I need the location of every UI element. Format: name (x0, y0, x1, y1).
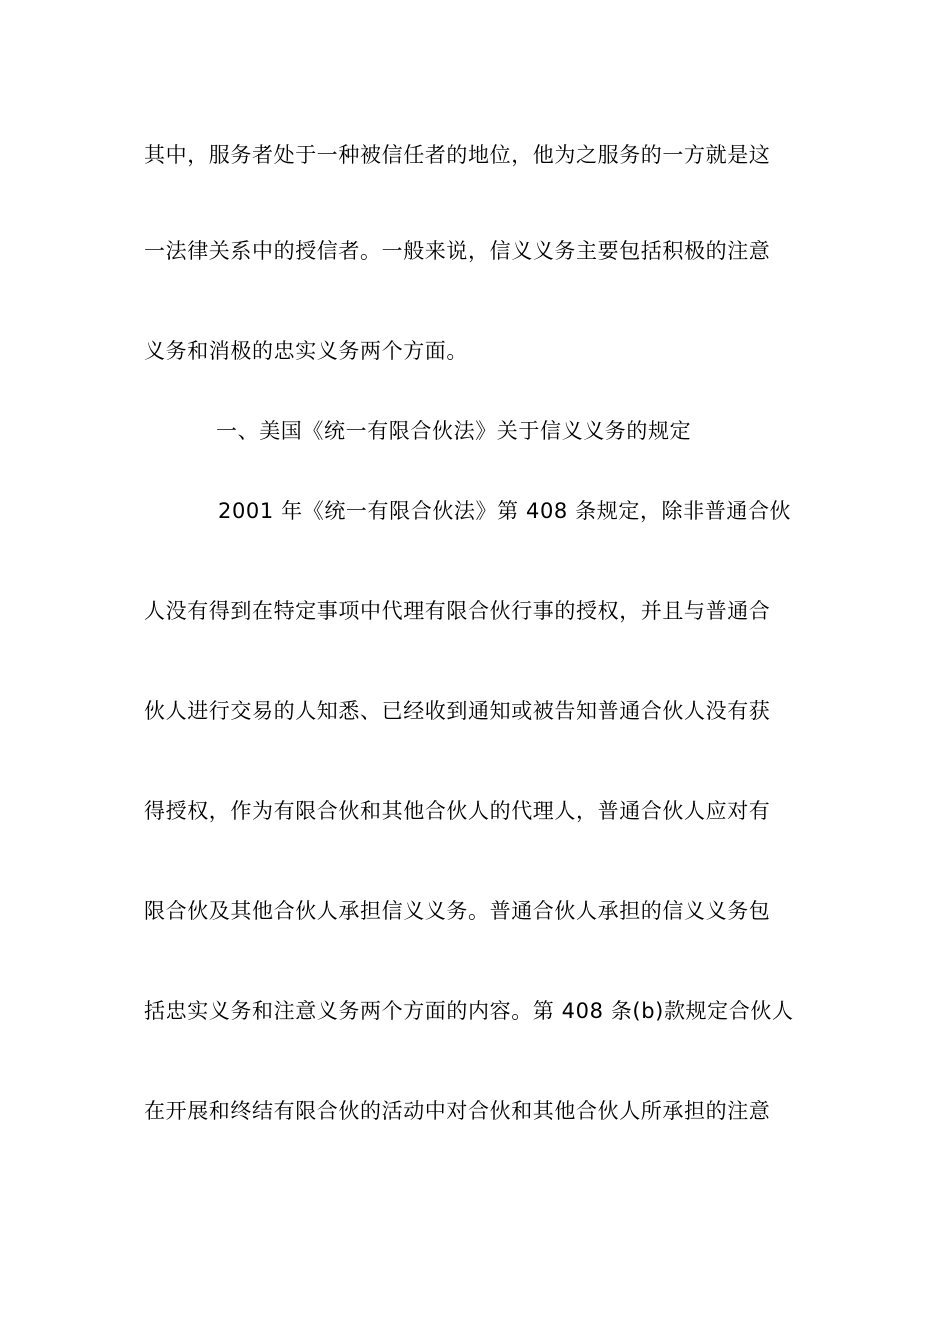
paragraph-line: 括忠实义务和注意义务两个方面的内容。第 408 条(b)款规定合伙人 (144, 999, 794, 1023)
paragraph-line: 伙人进行交易的人知悉、已经收到通知或被告知普通合伙人没有获 (144, 699, 771, 723)
paragraph-line: 其中，服务者处于一种被信任者的地位，他为之服务的一方就是这 (144, 143, 771, 167)
paragraph-line: 在开展和终结有限合伙的活动中对合伙和其他合伙人所承担的注意 (144, 1099, 771, 1123)
section-heading: 一、美国《统一有限合伙法》关于信义义务的规定 (216, 419, 692, 443)
paragraph-line: 义务和消极的忠实义务两个方面。 (144, 339, 468, 363)
paragraph-line: 人没有得到在特定事项中代理有限合伙行事的授权，并且与普通合 (144, 599, 771, 623)
paragraph-first-line: 2001 年《统一有限合伙法》第 408 条规定，除非普通合伙 (218, 499, 792, 523)
paragraph-line: 一法律关系中的授信者。一般来说，信义义务主要包括积极的注意 (144, 239, 771, 263)
paragraph-line: 限合伙及其他合伙人承担信义义务。普通合伙人承担的信义义务包 (144, 899, 771, 923)
paragraph-line: 得授权，作为有限合伙和其他合伙人的代理人，普通合伙人应对有 (144, 799, 771, 823)
